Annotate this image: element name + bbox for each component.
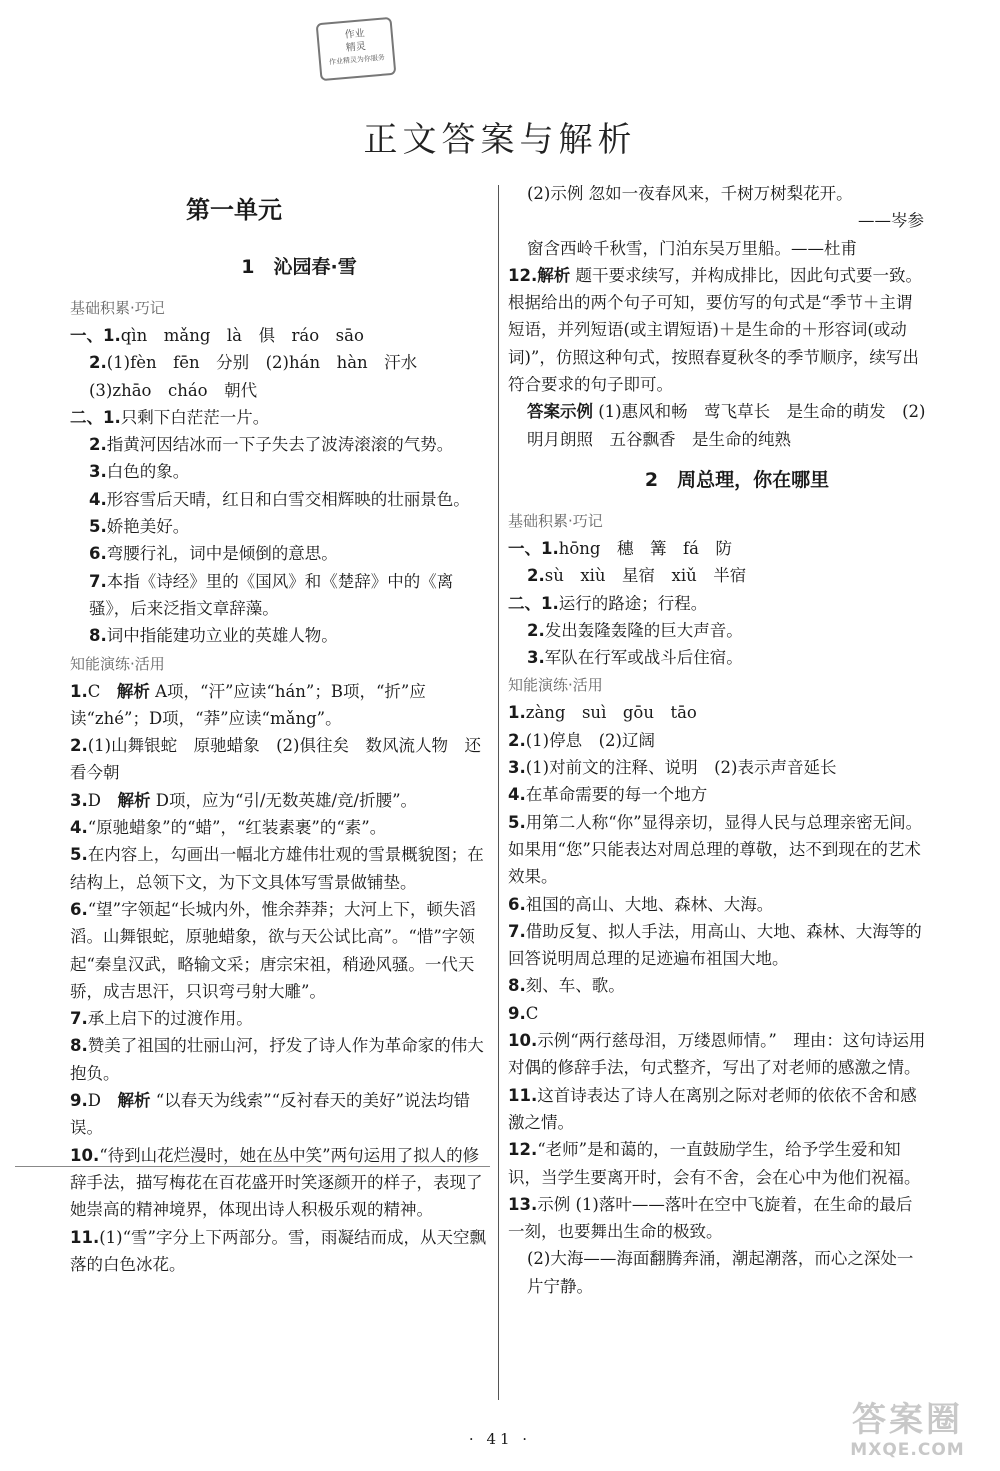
item-text: (1)山舞银蛇 原驰蜡象 (2)俱往矣 数风流人物 还看今朝	[70, 736, 481, 783]
answer-item	[508, 809, 926, 891]
item-number: 1.	[508, 703, 526, 723]
answer-item	[70, 540, 488, 567]
answer-item	[70, 732, 488, 787]
answer-item	[70, 404, 488, 431]
item-number: 4.	[89, 489, 107, 509]
item-keyword: 解析	[537, 265, 571, 285]
item-keyword: 解析	[116, 681, 150, 701]
answer-item	[508, 1245, 926, 1300]
item-text: 发出轰隆轰隆的巨大声音。	[544, 620, 743, 640]
item-number: 11.	[508, 1085, 538, 1105]
item-text: 白色的象。	[106, 462, 190, 482]
answer-item	[70, 1087, 488, 1142]
item-number: 一、1.	[70, 326, 121, 345]
item-text: 本指《诗经》里的《国风》和《楚辞》中的《离骚》，后来泛指文章辞藻。	[89, 571, 454, 618]
answer-item	[508, 562, 926, 589]
item-number: 13.	[508, 1194, 538, 1214]
item-text: D	[87, 790, 118, 810]
item-number: 1.	[70, 681, 88, 701]
watermark-text: 答案圈	[852, 1400, 963, 1440]
item-number: 6.	[508, 894, 526, 914]
answer-item	[508, 699, 926, 726]
answer-item	[508, 535, 926, 562]
item-keyword: 解析	[117, 790, 151, 810]
item-text: C	[87, 681, 117, 701]
answer-item	[508, 781, 926, 808]
column-divider	[498, 185, 499, 1400]
item-text: (2)示例 忽如一夜春风来，千树万树梨花开。	[527, 184, 853, 203]
item-text: 赞美了祖国的壮丽山河，抒发了诗人作为革命家的伟大抱负。	[70, 1036, 484, 1083]
item-number: 8.	[508, 976, 526, 996]
item-text-rest: A项，“汗”应读“hán”；B项，“折”应读“zhé”；D项，“莽”应读“mǎng”。	[70, 681, 426, 728]
item-text: 示例“两行慈母泪，万缕恩师情。” 理由：这句诗运用对偶的修辞手法，句式整齐，写出了对老师的感激之情。	[508, 1031, 926, 1078]
item-keyword: 解析	[117, 1091, 151, 1111]
item-number: 10.	[70, 1145, 100, 1165]
left-column	[70, 180, 488, 1278]
answer-item	[70, 349, 488, 376]
answer-item	[70, 841, 488, 896]
unit-title: 第一单元	[186, 196, 282, 224]
item-text: “待到山花烂漫时，她在丛中笑”两句运用了拟人的修辞手法，描写梅花在百花盛开时笑逐颜开的样子，表现了她崇高的精神境界，体现出诗人积极乐观的精神。	[70, 1145, 483, 1220]
answer-item	[70, 458, 488, 485]
item-number: 9.	[508, 1003, 526, 1023]
item-text: 弯腰行礼，词中是倾倒的意思。	[106, 544, 338, 564]
item-number: 二、1.	[508, 593, 559, 613]
item-number: 2.	[89, 353, 107, 373]
item-number: 7.	[508, 921, 526, 941]
item-number: 3.	[89, 462, 107, 482]
item-text: 用第二人称“你”显得亲切，显得人民与总理亲密无间。如果用“您”只能表达对周总理的尊敬，达不到现在的艺术效果。	[508, 812, 923, 887]
stamp-line-3: 作业精灵为你服务	[328, 53, 386, 67]
item-number: 7.	[70, 1009, 88, 1029]
answer-item	[508, 727, 926, 754]
stamp-line-2: 精灵	[345, 41, 367, 54]
item-number: 11.	[70, 1227, 100, 1247]
answer-item	[508, 972, 926, 999]
page-title: 正文答案与解析	[363, 120, 637, 160]
item-number: 12.	[508, 265, 538, 285]
lesson-title: 2 周总理，你在哪里	[644, 468, 830, 491]
item-number: 4.	[508, 785, 526, 805]
item-text: 窗含西岭千秋雪，门泊东吴万里船。——杜甫	[527, 238, 857, 258]
item-text: (1)对前文的注释、说明 (2)表示声音延长	[525, 758, 837, 778]
answer-item	[508, 262, 926, 398]
item-text: (3)zhāo cháo 朝代	[89, 380, 258, 400]
answer-item	[508, 644, 926, 671]
item-number: 2.	[89, 435, 107, 455]
answer-item	[508, 1027, 926, 1082]
item-text: 军队在行军或战斗后住宿。	[544, 648, 743, 668]
item-number: 12.	[508, 1140, 538, 1160]
answer-item	[70, 1142, 488, 1224]
item-number: 8.	[89, 626, 107, 646]
answer-item	[70, 568, 488, 623]
answer-item	[70, 787, 488, 814]
item-number: 2.	[527, 620, 545, 640]
answer-item	[70, 431, 488, 458]
answer-item	[70, 814, 488, 841]
item-text: zàng suì gōu tāo	[525, 703, 697, 723]
answer-item	[508, 1136, 926, 1191]
answer-item	[70, 678, 488, 733]
item-text: qìn mǎng là 俱 ráo sāo	[120, 326, 364, 345]
item-text: 形容雪后天晴，红日和白雪交相辉映的壮丽景色。	[106, 489, 470, 509]
item-number: 6.	[70, 899, 88, 919]
answer-item	[70, 486, 488, 513]
watermark-logo	[820, 1400, 995, 1466]
right-column	[508, 180, 926, 1300]
stamp-seal	[316, 17, 397, 81]
item-text: 只剩下白茫茫一片。	[120, 407, 270, 427]
answer-item	[508, 590, 926, 617]
answer-item	[508, 918, 926, 973]
item-signature: ——岑参	[858, 211, 924, 231]
item-text: (1)停息 (2)辽阔	[525, 730, 655, 750]
item-text: 运行的路途；行程。	[558, 593, 708, 613]
item-text: sù xiù 星宿 xiǔ 半宿	[544, 566, 747, 586]
item-text: (2)大海——海面翻腾奔涌，潮起潮落，而心之深处一片宁静。	[527, 1249, 914, 1296]
answer-item	[508, 1191, 926, 1246]
item-number: 2.	[527, 566, 545, 586]
answer-item	[508, 1000, 926, 1027]
item-number: 8.	[70, 1036, 88, 1056]
item-number: 5.	[508, 812, 526, 832]
answer-item	[508, 180, 926, 235]
item-number: 3.	[527, 648, 545, 668]
item-text-rest: D项，应为“引/无数英雄/竞/折腰”。	[150, 790, 418, 810]
answer-item	[70, 1005, 488, 1032]
item-text-rest: “以春天为线索”“反衬春天的美好”说法均错误。	[70, 1091, 470, 1138]
section-label: 知能演练·活用	[70, 654, 165, 673]
item-number: 一、1.	[508, 538, 559, 558]
section-label: 知能演练·活用	[508, 676, 603, 695]
item-text: C	[525, 1003, 539, 1023]
answer-item	[508, 891, 926, 918]
item-number: 3.	[70, 790, 88, 810]
watermark-url: MXQE.COM	[850, 1440, 965, 1460]
horizontal-rule	[15, 1166, 490, 1167]
section-label: 基础积累·巧记	[508, 511, 603, 530]
item-number: 9.	[70, 1091, 88, 1111]
item-text: (1)fèn fēn 分别 (2)hán hàn 汗水	[106, 353, 418, 373]
item-text-rest: 题干要求续写，并构成排比，因此句式要一致。根据给出的两个句子可知，要仿写的句式是“季节＋主谓短语，并列短语(或主谓短语)＋是生命的＋形容词(或动词)”，仿照这种句式，按照春夏秋冬的季节顺序，续写出符合要求的句子即可。	[508, 265, 922, 395]
page-number: · 41 ·	[468, 1430, 532, 1448]
item-number: 2.	[508, 730, 526, 750]
item-number: 6.	[89, 544, 107, 564]
item-text: 借助反复、拟人手法，用高山、大地、森林、大海等的回答说明周总理的足迹遍布祖国大地。	[508, 921, 922, 969]
item-text: (1)“雪”字分上下两部分。雪，雨凝结而成，从天空飘落的白色冰花。	[70, 1227, 486, 1274]
item-text: 在革命需要的每一个地方	[525, 785, 708, 805]
lesson-title: 1 沁园春·雪	[241, 256, 357, 278]
item-text: “老师”是和蔼的，一直鼓励学生，给予学生爱和知识，当学生要离开时，会有不舍，会在心中为他们祝福。	[508, 1140, 921, 1187]
answer-item	[70, 322, 488, 349]
answer-item	[70, 896, 488, 1005]
item-number: 5.	[89, 517, 107, 537]
item-text: 词中指能建功立业的英雄人物。	[106, 626, 338, 646]
item-text: 刻、车、歌。	[525, 976, 625, 996]
answer-item	[70, 513, 488, 540]
answer-item	[70, 377, 488, 404]
item-text: “原驰蜡象”的“蜡”，“红装素裹”的“素”。	[87, 818, 387, 838]
item-text: 指黄河因结冰而一下子失去了波涛滚滚的气势。	[106, 435, 454, 455]
answer-item	[70, 1032, 488, 1087]
item-keyword: 答案示例	[527, 402, 593, 422]
answer-item	[508, 754, 926, 781]
item-text: 在内容上，勾画出一幅北方雄伟壮观的雪景概貌图；在结构上，总领下文，为下文具体写雪景做铺垫。	[70, 845, 484, 892]
stamp-line-1: 作业	[344, 28, 366, 41]
item-text: hōng 穗 篝 fá 防	[558, 538, 732, 558]
item-number: 4.	[70, 818, 88, 838]
item-text-rest: (1)惠风和畅 莺飞草长 是生命的萌发 (2)明月朗照 五谷飘香 是生命的纯熟	[527, 402, 926, 449]
answer-item	[70, 622, 488, 649]
item-text: 承上启下的过渡作用。	[87, 1009, 253, 1029]
answer-item	[70, 1224, 488, 1279]
item-number: 2.	[70, 736, 88, 756]
answer-item	[508, 617, 926, 644]
item-text: 这首诗表达了诗人在离别之际对老师的依依不舍和感激之情。	[508, 1085, 917, 1132]
section-label: 基础积累·巧记	[70, 299, 165, 317]
item-number: 3.	[508, 758, 526, 778]
item-number: 5.	[70, 845, 88, 865]
item-text: 示例 (1)落叶——落叶在空中飞旋着，在生命的最后一刻，也要舞出生命的极致。	[508, 1194, 913, 1242]
item-text: D	[87, 1091, 118, 1111]
item-text: 祖国的高山、大地、森林、大海。	[525, 894, 774, 914]
item-number: 二、1.	[70, 407, 121, 427]
answer-item	[508, 1082, 926, 1137]
item-text: “望”字领起“长城内外，惟余莽莽；大河上下，顿失滔滔。山舞银蛇，原驰蜡象，欲与天公试比高”。“惜”字领起“秦皇汉武，略输文采；唐宗宋祖，稍逊风骚。一代天骄，成吉思汗，只识弯弓射大雕”。	[70, 899, 477, 1001]
answer-item	[508, 398, 926, 453]
answer-item	[508, 235, 926, 262]
item-number: 10.	[508, 1031, 538, 1051]
item-text: 娇艳美好。	[106, 517, 190, 537]
item-number: 7.	[89, 571, 107, 591]
